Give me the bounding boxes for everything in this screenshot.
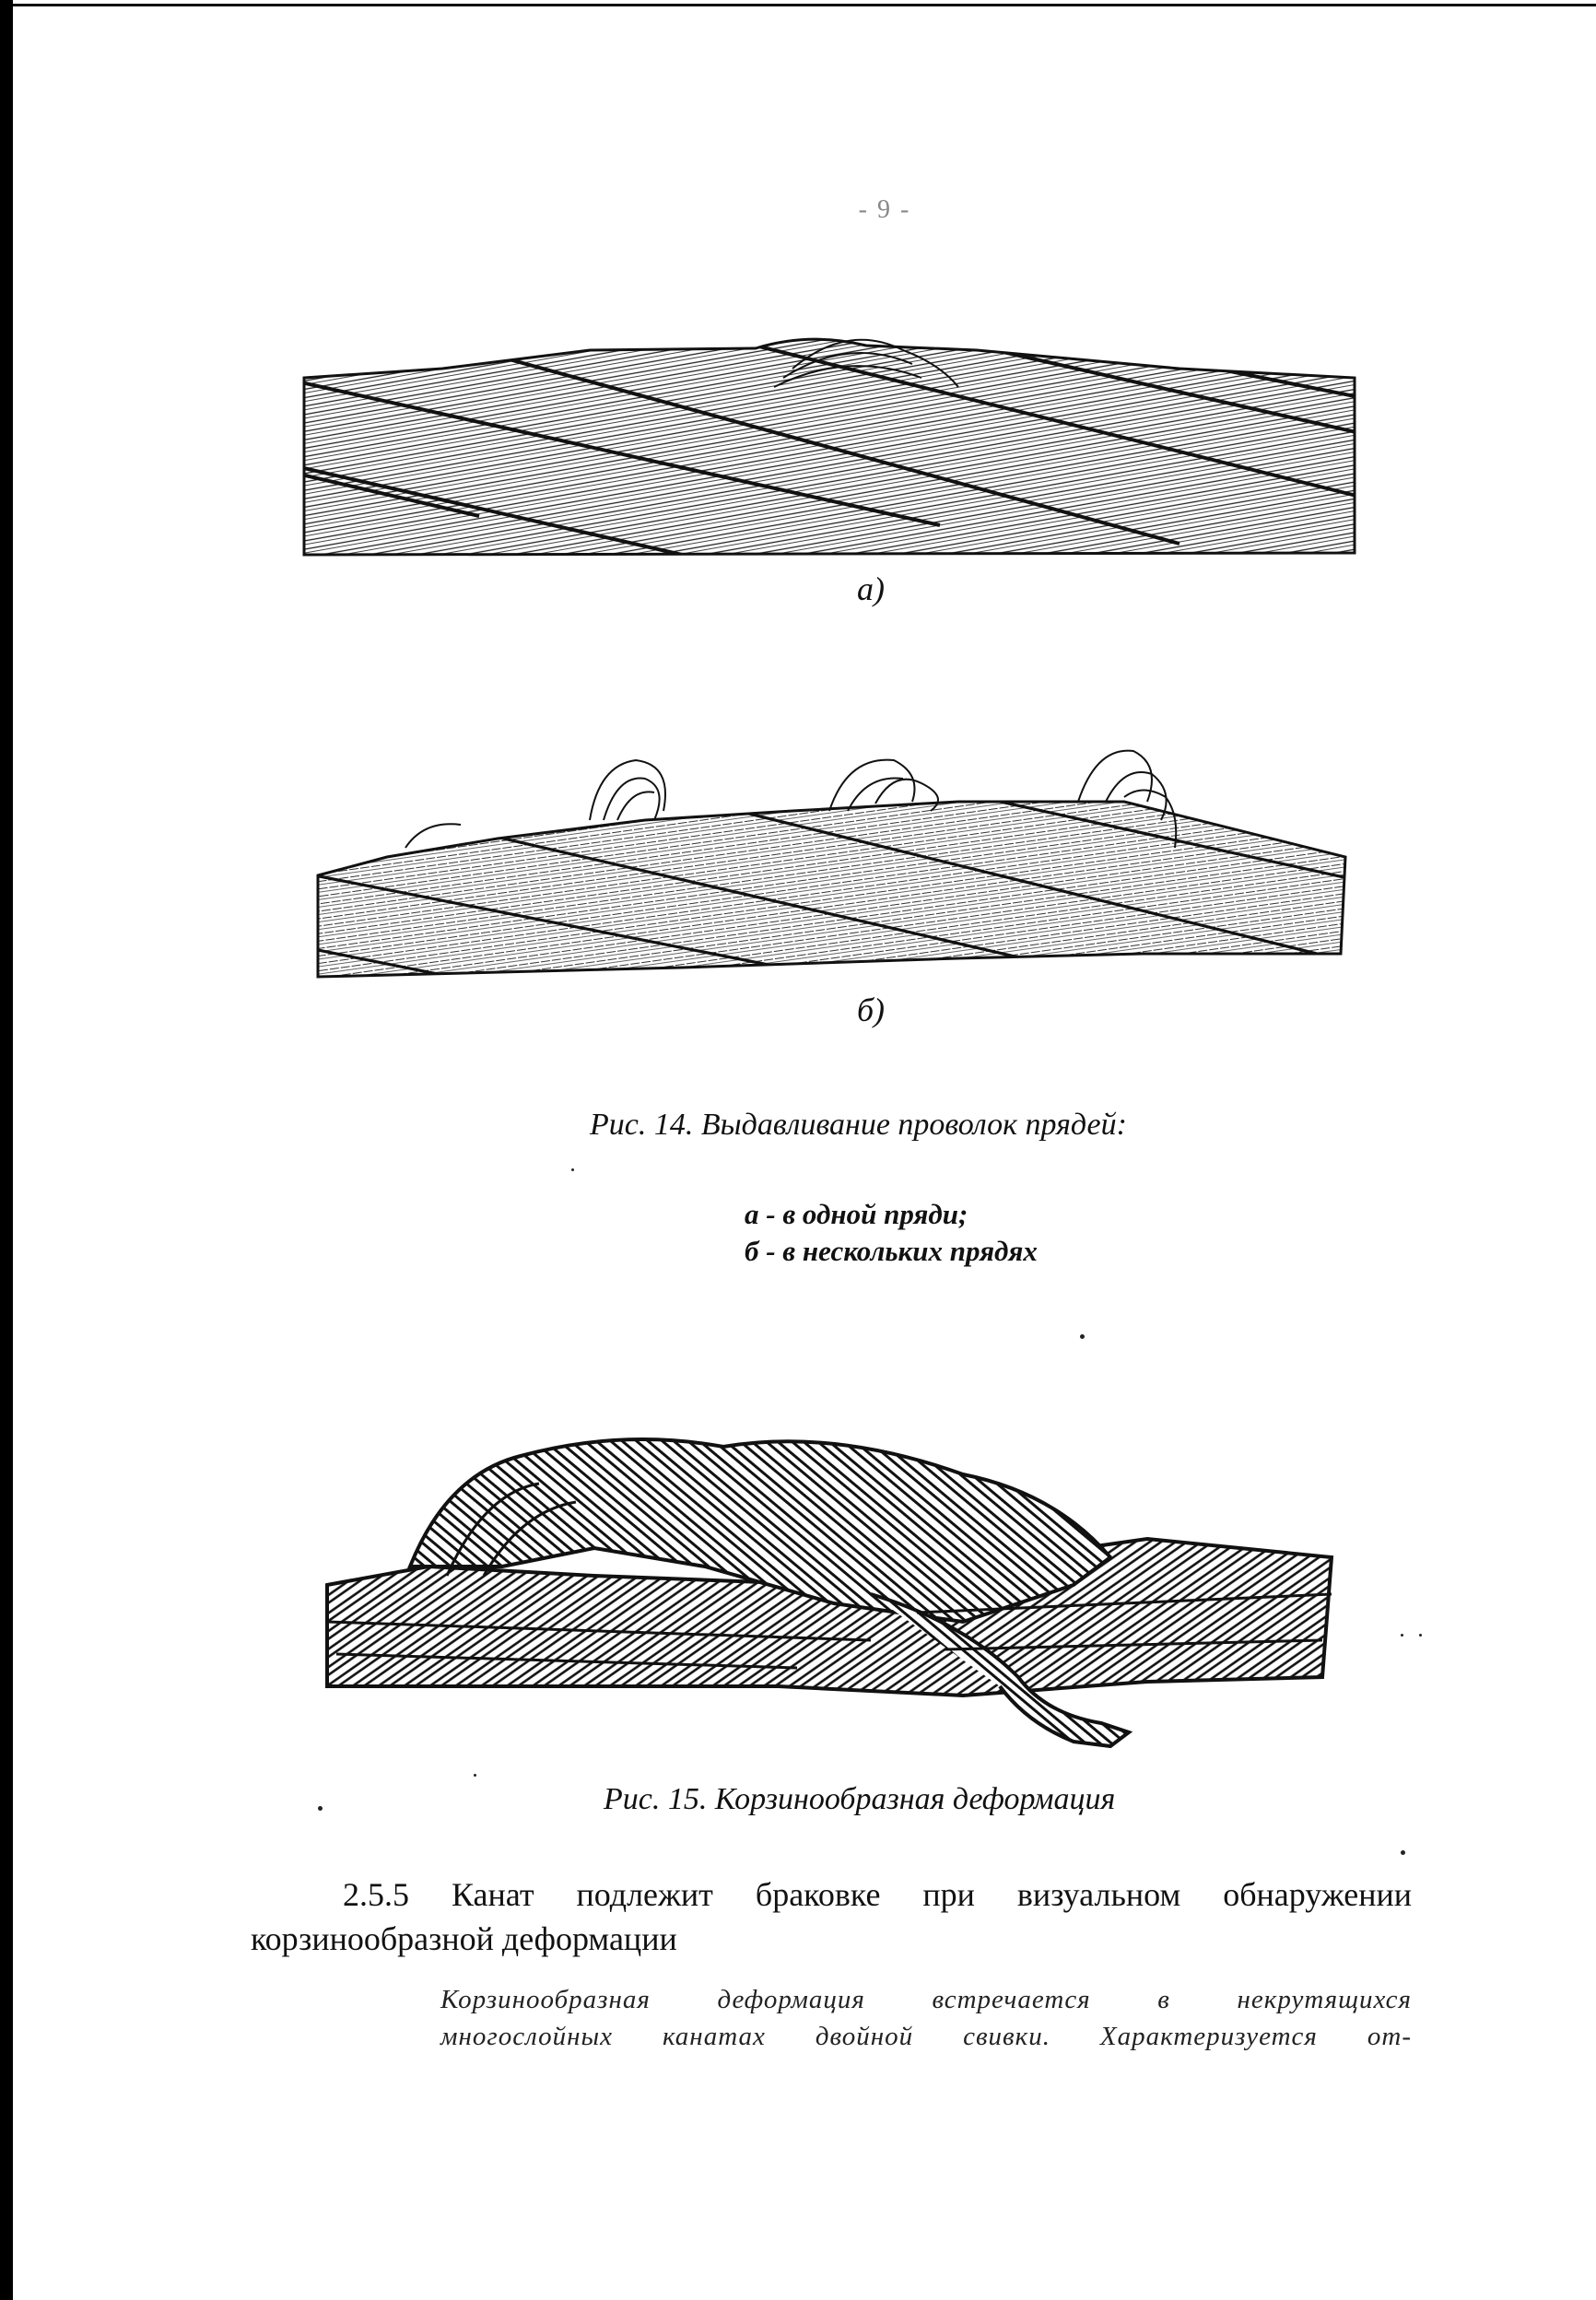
scan-speck bbox=[1401, 1634, 1403, 1637]
explanatory-note bbox=[440, 1981, 1412, 2055]
figure-14b-rope-multiple-strands bbox=[313, 746, 1355, 986]
scan-left-border bbox=[0, 0, 13, 2300]
figure-14-caption: Рис. 14. Выдавливание проволок прядей: bbox=[590, 1108, 1127, 1142]
paragraph-line-1: 2.5.5 Канат подлежит браковке при визуальном обнаружении bbox=[343, 1876, 1412, 1913]
figure-14-legend-b: б - в нескольких прядях bbox=[745, 1235, 1038, 1267]
page-number: - 9 - bbox=[858, 195, 911, 224]
scan-speck bbox=[1401, 1850, 1405, 1855]
scan-top-border bbox=[13, 4, 1596, 6]
paragraph-line-2: корзинообразной деформации bbox=[251, 1920, 677, 1957]
scan-speck bbox=[1080, 1334, 1085, 1339]
figure-15-caption: Рис. 15. Корзинообразная деформация bbox=[604, 1782, 1116, 1816]
scan-speck bbox=[474, 1774, 476, 1777]
figure-14-legend-a: а - в одной пряди; bbox=[745, 1198, 968, 1230]
figure-14b-label: б) bbox=[856, 992, 886, 1028]
note-line-2: многослойных канатах двойной свивки. Характеризуется от- bbox=[440, 2022, 1412, 2051]
figure-14a-label: а) bbox=[857, 570, 885, 607]
figure-14a-rope-single-strand bbox=[295, 313, 1364, 562]
figure-15-basket-deformation-rope bbox=[318, 1419, 1368, 1769]
scan-speck bbox=[1419, 1634, 1422, 1637]
scan-speck bbox=[318, 1806, 323, 1811]
note-line-1: Корзинообразная деформация встречается в некрутящихся bbox=[440, 1985, 1412, 2014]
clause-2-5-5-paragraph bbox=[251, 1872, 1412, 1961]
scan-speck bbox=[571, 1168, 574, 1171]
